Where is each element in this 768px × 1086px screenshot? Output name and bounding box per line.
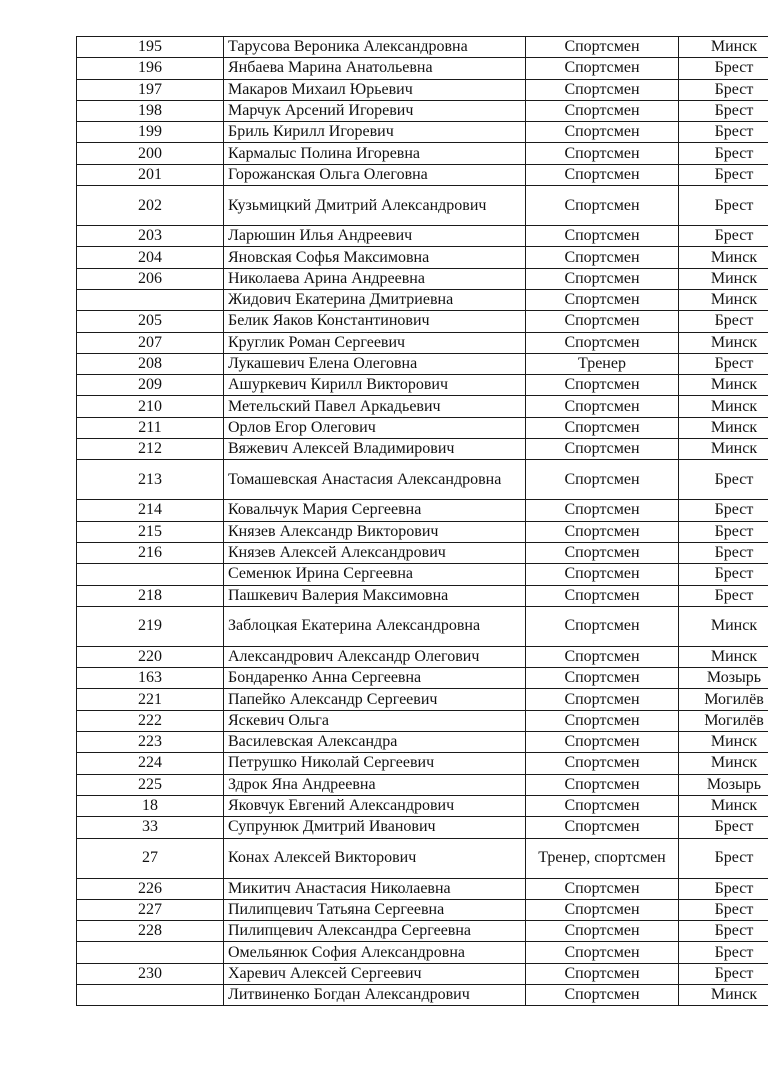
participant-city-cell: Брест — [679, 921, 768, 942]
participant-name-cell: Василевская Александра — [224, 732, 526, 753]
participant-name-cell: Здрок Яна Андреевна — [224, 774, 526, 795]
table-row — [77, 710, 768, 731]
table-row — [77, 164, 768, 185]
participant-name-cell: Ашуркевич Кирилл Викторович — [224, 375, 526, 396]
participant-name-cell: Метельский Павел Аркадьевич — [224, 396, 526, 417]
participant-city-cell: Брест — [679, 164, 768, 185]
table-row — [77, 921, 768, 942]
participant-name-cell: Ларюшин Илья Андреевич — [224, 226, 526, 247]
participant-city-cell: Брест — [679, 122, 768, 143]
participant-number-cell: 18 — [77, 795, 224, 816]
participant-name-cell: Яскевич Ольга — [224, 710, 526, 731]
participant-role-cell: Спортсмен — [526, 500, 679, 521]
participant-name-cell: Семенюк Ирина Сергеевна — [224, 564, 526, 585]
table-row — [77, 375, 768, 396]
participant-number-cell: 219 — [77, 606, 224, 646]
participant-number-cell: 210 — [77, 396, 224, 417]
participant-role-cell: Спортсмен — [526, 732, 679, 753]
participant-city-cell: Минск — [679, 753, 768, 774]
participant-city-cell: Минск — [679, 268, 768, 289]
participant-number-cell: 199 — [77, 122, 224, 143]
participant-city-cell: Брест — [679, 585, 768, 606]
participant-name-cell: Ковальчук Мария Сергеевна — [224, 500, 526, 521]
participant-number-cell: 226 — [77, 878, 224, 899]
table-row — [77, 396, 768, 417]
participant-role-cell: Спортсмен — [526, 521, 679, 542]
participant-city-cell: Могилёв — [679, 710, 768, 731]
participant-number-cell: 197 — [77, 79, 224, 100]
participant-city-cell: Могилёв — [679, 689, 768, 710]
table-row — [77, 963, 768, 984]
participant-city-cell: Брест — [679, 817, 768, 838]
table-row — [77, 417, 768, 438]
participant-number-cell: 198 — [77, 100, 224, 121]
table-row — [77, 606, 768, 646]
participant-number-cell: 27 — [77, 838, 224, 878]
table-row — [77, 58, 768, 79]
participant-role-cell: Спортсмен — [526, 289, 679, 310]
table-row — [77, 460, 768, 500]
participant-role-cell: Спортсмен — [526, 268, 679, 289]
participant-name-cell: Князев Александр Викторович — [224, 521, 526, 542]
participant-name-cell: Кармалыс Полина Игоревна — [224, 143, 526, 164]
participant-city-cell: Брест — [679, 942, 768, 963]
participant-city-cell: Брест — [679, 542, 768, 563]
participant-city-cell: Брест — [679, 100, 768, 121]
participants-table-body — [77, 37, 768, 1006]
participant-name-cell: Папейко Александр Сергеевич — [224, 689, 526, 710]
participant-role-cell: Спортсмен — [526, 942, 679, 963]
participant-role-cell: Спортсмен — [526, 606, 679, 646]
table-row — [77, 646, 768, 667]
participant-city-cell: Минск — [679, 795, 768, 816]
participant-name-cell: Макаров Михаил Юрьевич — [224, 79, 526, 100]
table-row — [77, 668, 768, 689]
table-row — [77, 899, 768, 920]
table-row — [77, 689, 768, 710]
participant-name-cell: Бриль Кирилл Игоревич — [224, 122, 526, 143]
participant-name-cell: Марчук Арсений Игоревич — [224, 100, 526, 121]
participant-name-cell: Литвиненко Богдан Александрович — [224, 984, 526, 1005]
participant-role-cell: Спортсмен — [526, 164, 679, 185]
participant-number-cell: 215 — [77, 521, 224, 542]
table-row — [77, 247, 768, 268]
table-row — [77, 817, 768, 838]
table-row — [77, 942, 768, 963]
participant-number-cell: 211 — [77, 417, 224, 438]
participant-role-cell: Спортсмен — [526, 122, 679, 143]
participant-name-cell: Николаева Арина Андреевна — [224, 268, 526, 289]
participant-name-cell: Кузьмицкий Дмитрий Александрович — [224, 186, 526, 226]
participant-city-cell: Брест — [679, 564, 768, 585]
participant-role-cell: Спортсмен — [526, 100, 679, 121]
participant-name-cell: Лукашевич Елена Олеговна — [224, 353, 526, 374]
participant-city-cell: Минск — [679, 396, 768, 417]
participant-name-cell: Пашкевич Валерия Максимовна — [224, 585, 526, 606]
participant-name-cell: Заблоцкая Екатерина Александровна — [224, 606, 526, 646]
participant-number-cell: 163 — [77, 668, 224, 689]
participant-number-cell — [77, 984, 224, 1005]
participant-number-cell: 208 — [77, 353, 224, 374]
participant-role-cell: Спортсмен — [526, 646, 679, 667]
participant-name-cell: Яновская Софья Максимовна — [224, 247, 526, 268]
participant-role-cell: Спортсмен — [526, 585, 679, 606]
participant-city-cell: Минск — [679, 247, 768, 268]
participant-number-cell: 200 — [77, 143, 224, 164]
participant-name-cell: Белик Яаков Константинович — [224, 311, 526, 332]
participant-name-cell: Яковчук Евгений Александрович — [224, 795, 526, 816]
participant-role-cell: Спортсмен — [526, 753, 679, 774]
table-row — [77, 521, 768, 542]
table-row — [77, 37, 768, 58]
participant-role-cell: Спортсмен — [526, 37, 679, 58]
participant-city-cell: Мозырь — [679, 774, 768, 795]
table-row — [77, 585, 768, 606]
table-row — [77, 753, 768, 774]
participant-number-cell: 223 — [77, 732, 224, 753]
participant-name-cell: Тарусова Вероника Александровна — [224, 37, 526, 58]
participant-role-cell: Спортсмен — [526, 878, 679, 899]
participant-name-cell: Горожанская Ольга Олеговна — [224, 164, 526, 185]
table-row — [77, 289, 768, 310]
participant-role-cell: Спортсмен — [526, 417, 679, 438]
participant-name-cell: Жидович Екатерина Дмитриевна — [224, 289, 526, 310]
participant-number-cell: 203 — [77, 226, 224, 247]
participant-city-cell: Брест — [679, 79, 768, 100]
participant-number-cell: 196 — [77, 58, 224, 79]
table-row — [77, 353, 768, 374]
participant-role-cell: Тренер — [526, 353, 679, 374]
participant-name-cell: Янбаева Марина Анатольевна — [224, 58, 526, 79]
participant-number-cell: 224 — [77, 753, 224, 774]
participant-city-cell: Минск — [679, 606, 768, 646]
participant-role-cell: Спортсмен — [526, 396, 679, 417]
participant-role-cell: Спортсмен — [526, 795, 679, 816]
participant-role-cell: Спортсмен — [526, 963, 679, 984]
participant-name-cell: Томашевская Анастасия Александровна — [224, 460, 526, 500]
participant-city-cell: Брест — [679, 521, 768, 542]
participant-number-cell — [77, 289, 224, 310]
table-row — [77, 500, 768, 521]
participant-city-cell: Минск — [679, 37, 768, 58]
participant-city-cell: Брест — [679, 500, 768, 521]
participant-number-cell: 202 — [77, 186, 224, 226]
table-row — [77, 732, 768, 753]
participant-role-cell: Спортсмен — [526, 247, 679, 268]
participant-city-cell: Минск — [679, 646, 768, 667]
participant-role-cell: Спортсмен — [526, 984, 679, 1005]
participant-number-cell: 212 — [77, 439, 224, 460]
participant-role-cell: Спортсмен — [526, 710, 679, 731]
participant-role-cell: Спортсмен — [526, 921, 679, 942]
table-row — [77, 774, 768, 795]
participant-number-cell: 207 — [77, 332, 224, 353]
participant-city-cell: Брест — [679, 460, 768, 500]
participant-city-cell: Брест — [679, 311, 768, 332]
roster-sheet — [76, 36, 764, 1006]
participant-city-cell: Брест — [679, 878, 768, 899]
participant-role-cell: Спортсмен — [526, 542, 679, 563]
participant-role-cell: Спортсмен — [526, 564, 679, 585]
table-row — [77, 311, 768, 332]
participant-city-cell: Минск — [679, 439, 768, 460]
participant-number-cell: 218 — [77, 585, 224, 606]
table-row — [77, 79, 768, 100]
participant-role-cell: Спортсмен — [526, 899, 679, 920]
participant-role-cell: Спортсмен — [526, 375, 679, 396]
participant-number-cell: 33 — [77, 817, 224, 838]
participant-city-cell: Минск — [679, 732, 768, 753]
participant-city-cell: Минск — [679, 417, 768, 438]
participant-name-cell: Конах Алексей Викторович — [224, 838, 526, 878]
participant-name-cell: Омельянюк София Александровна — [224, 942, 526, 963]
participant-number-cell: 228 — [77, 921, 224, 942]
participant-name-cell: Бондаренко Анна Сергеевна — [224, 668, 526, 689]
participant-name-cell: Князев Алексей Александрович — [224, 542, 526, 563]
participant-role-cell: Спортсмен — [526, 774, 679, 795]
table-row — [77, 332, 768, 353]
participant-number-cell: 227 — [77, 899, 224, 920]
participant-city-cell: Брест — [679, 899, 768, 920]
participant-city-cell: Брест — [679, 186, 768, 226]
participant-name-cell: Харевич Алексей Сергеевич — [224, 963, 526, 984]
participant-number-cell: 220 — [77, 646, 224, 667]
participant-number-cell: 205 — [77, 311, 224, 332]
participant-role-cell: Спортсмен — [526, 143, 679, 164]
table-row — [77, 268, 768, 289]
participant-role-cell: Спортсмен — [526, 817, 679, 838]
table-row — [77, 226, 768, 247]
participant-city-cell: Мозырь — [679, 668, 768, 689]
participant-role-cell: Спортсмен — [526, 689, 679, 710]
participant-city-cell: Брест — [679, 226, 768, 247]
participant-name-cell: Круглик Роман Сергеевич — [224, 332, 526, 353]
participant-name-cell: Пилипцевич Татьяна Сергеевна — [224, 899, 526, 920]
participant-city-cell: Минск — [679, 984, 768, 1005]
participant-city-cell: Брест — [679, 143, 768, 164]
participant-city-cell: Минск — [679, 289, 768, 310]
participant-number-cell: 206 — [77, 268, 224, 289]
participant-role-cell: Спортсмен — [526, 79, 679, 100]
participant-number-cell: 221 — [77, 689, 224, 710]
participant-role-cell: Спортсмен — [526, 439, 679, 460]
participant-role-cell: Спортсмен — [526, 186, 679, 226]
participant-role-cell: Тренер, спортсмен — [526, 838, 679, 878]
participant-number-cell — [77, 942, 224, 963]
participant-number-cell: 225 — [77, 774, 224, 795]
participant-role-cell: Спортсмен — [526, 668, 679, 689]
participant-role-cell: Спортсмен — [526, 332, 679, 353]
participant-name-cell: Петрушко Николай Сергеевич — [224, 753, 526, 774]
participant-name-cell: Вяжевич Алексей Владимирович — [224, 439, 526, 460]
participant-name-cell: Александрович Александр Олегович — [224, 646, 526, 667]
participant-city-cell: Минск — [679, 375, 768, 396]
table-row — [77, 186, 768, 226]
participant-city-cell: Брест — [679, 838, 768, 878]
participant-number-cell: 204 — [77, 247, 224, 268]
participant-number-cell: 216 — [77, 542, 224, 563]
participant-number-cell: 195 — [77, 37, 224, 58]
table-row — [77, 564, 768, 585]
table-row — [77, 878, 768, 899]
participant-city-cell: Брест — [679, 963, 768, 984]
table-row — [77, 984, 768, 1005]
participant-number-cell: 230 — [77, 963, 224, 984]
table-row — [77, 439, 768, 460]
table-row — [77, 542, 768, 563]
participant-number-cell: 213 — [77, 460, 224, 500]
participant-city-cell: Минск — [679, 332, 768, 353]
participant-role-cell: Спортсмен — [526, 460, 679, 500]
participant-number-cell: 209 — [77, 375, 224, 396]
participant-role-cell: Спортсмен — [526, 311, 679, 332]
participant-role-cell: Спортсмен — [526, 58, 679, 79]
participant-number-cell: 201 — [77, 164, 224, 185]
participant-number-cell — [77, 564, 224, 585]
table-row — [77, 838, 768, 878]
table-row — [77, 795, 768, 816]
participant-name-cell: Супрунюк Дмитрий Иванович — [224, 817, 526, 838]
table-row — [77, 100, 768, 121]
participant-city-cell: Брест — [679, 58, 768, 79]
table-row — [77, 143, 768, 164]
participant-city-cell: Брест — [679, 353, 768, 374]
participant-name-cell: Микитич Анастасия Николаевна — [224, 878, 526, 899]
table-row — [77, 122, 768, 143]
participants-table — [76, 36, 768, 1006]
participant-number-cell: 222 — [77, 710, 224, 731]
participant-number-cell: 214 — [77, 500, 224, 521]
participant-name-cell: Орлов Егор Олегович — [224, 417, 526, 438]
participant-role-cell: Спортсмен — [526, 226, 679, 247]
participant-name-cell: Пилипцевич Александра Сергеевна — [224, 921, 526, 942]
